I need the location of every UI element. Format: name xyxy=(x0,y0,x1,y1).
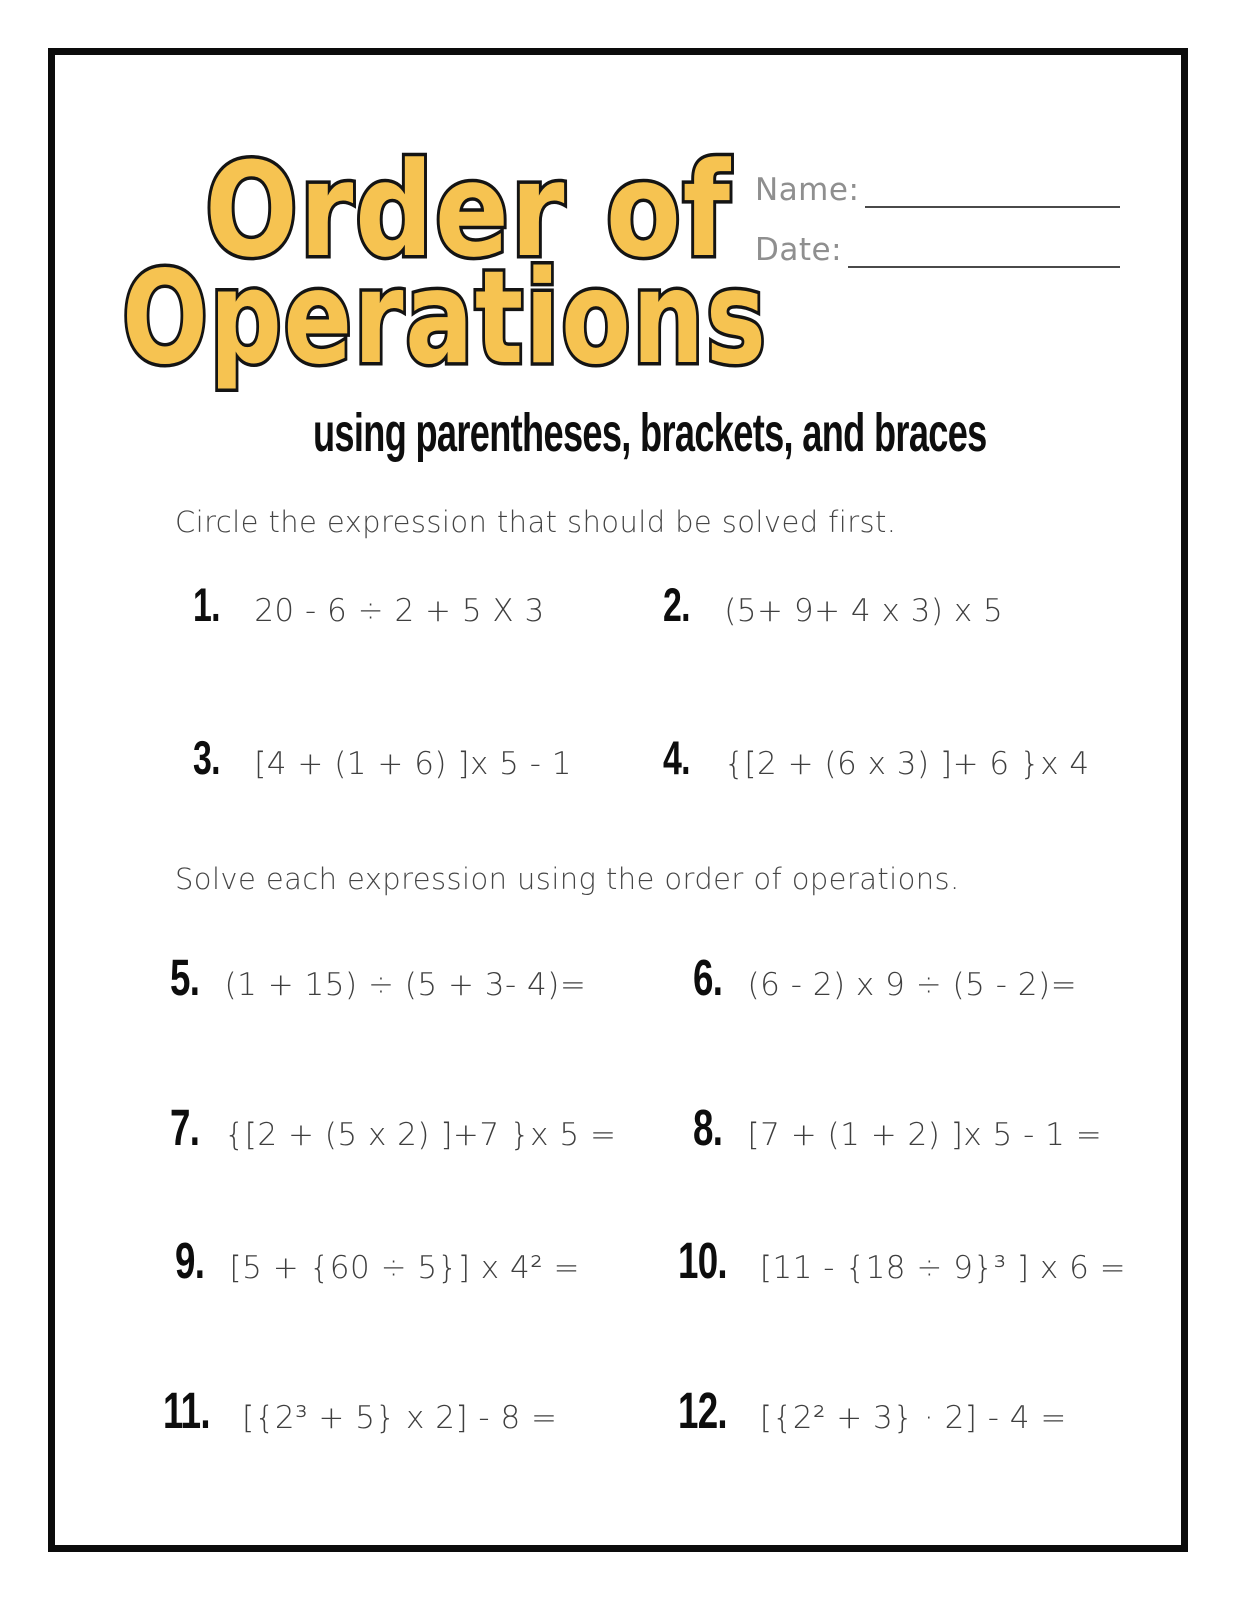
problem-number: 7. xyxy=(170,1099,200,1156)
problem-8 xyxy=(693,1098,1102,1157)
problem-number: 2. xyxy=(663,578,690,631)
page-title-line-2: Operations xyxy=(122,244,768,393)
problem-expression: [11 - {18 ÷ 9}³ ] x 6 = xyxy=(759,1250,1127,1286)
problem-3 xyxy=(193,730,572,785)
problem-11 xyxy=(163,1381,558,1440)
problem-5 xyxy=(170,948,586,1007)
name-write-line[interactable] xyxy=(865,174,1120,208)
problem-number: 4. xyxy=(663,731,690,784)
problem-expression[interactable]: (5+ 9+ 4 x 3) x 5 xyxy=(724,593,1004,629)
problem-expression[interactable]: [4 + (1 + 6) ]x 5 - 1 xyxy=(254,746,573,782)
problem-expression: [7 + (1 + 2) ]x 5 - 1 = xyxy=(747,1117,1103,1153)
date-label: Date: xyxy=(755,232,843,268)
problem-4 xyxy=(663,730,1090,785)
section1-instruction: Circle the expression that should be solved first. xyxy=(175,505,897,539)
problem-number: 5. xyxy=(170,949,200,1006)
problem-7 xyxy=(170,1098,616,1157)
problem-10 xyxy=(678,1231,1126,1290)
problem-expression: [5 + {60 ÷ 5}] x 4² = xyxy=(229,1250,580,1286)
problem-number: 11. xyxy=(163,1382,210,1439)
problem-expression[interactable]: {[2 + (6 x 3) ]+ 6 }x 4 xyxy=(724,746,1090,782)
problem-9 xyxy=(175,1231,580,1290)
problem-1 xyxy=(193,577,545,632)
problem-number: 10. xyxy=(678,1232,727,1289)
problem-6 xyxy=(693,948,1077,1007)
problem-number: 12. xyxy=(678,1382,727,1439)
date-write-line[interactable] xyxy=(848,234,1120,268)
problem-expression: {[2 + (5 x 2) ]+7 }x 5 = xyxy=(224,1117,617,1153)
problem-2 xyxy=(663,577,1003,632)
problem-expression: (6 - 2) x 9 ÷ (5 - 2)= xyxy=(747,967,1078,1003)
problem-expression: (1 + 15) ÷ (5 + 3- 4)= xyxy=(224,967,587,1003)
page-subtitle: using parentheses, brackets, and braces xyxy=(313,403,987,463)
problem-number: 3. xyxy=(193,731,220,784)
problem-expression[interactable]: 20 - 6 ÷ 2 + 5 X 3 xyxy=(254,593,545,629)
problem-number: 9. xyxy=(175,1232,205,1289)
problem-12 xyxy=(678,1381,1067,1440)
name-field-row xyxy=(755,172,1120,208)
problem-number: 1. xyxy=(193,578,220,631)
page-title-line-1: Order of xyxy=(205,134,732,286)
problem-number: 6. xyxy=(693,949,723,1006)
problem-number: 8. xyxy=(693,1099,723,1156)
date-field-row xyxy=(755,232,1120,268)
problem-expression: [{2³ + 5} x 2] - 8 = xyxy=(242,1400,558,1436)
name-label: Name: xyxy=(755,172,860,208)
section2-instruction: Solve each expression using the order of operations. xyxy=(175,862,960,896)
problem-expression: [{2² + 3} · 2] - 4 = xyxy=(759,1400,1067,1436)
